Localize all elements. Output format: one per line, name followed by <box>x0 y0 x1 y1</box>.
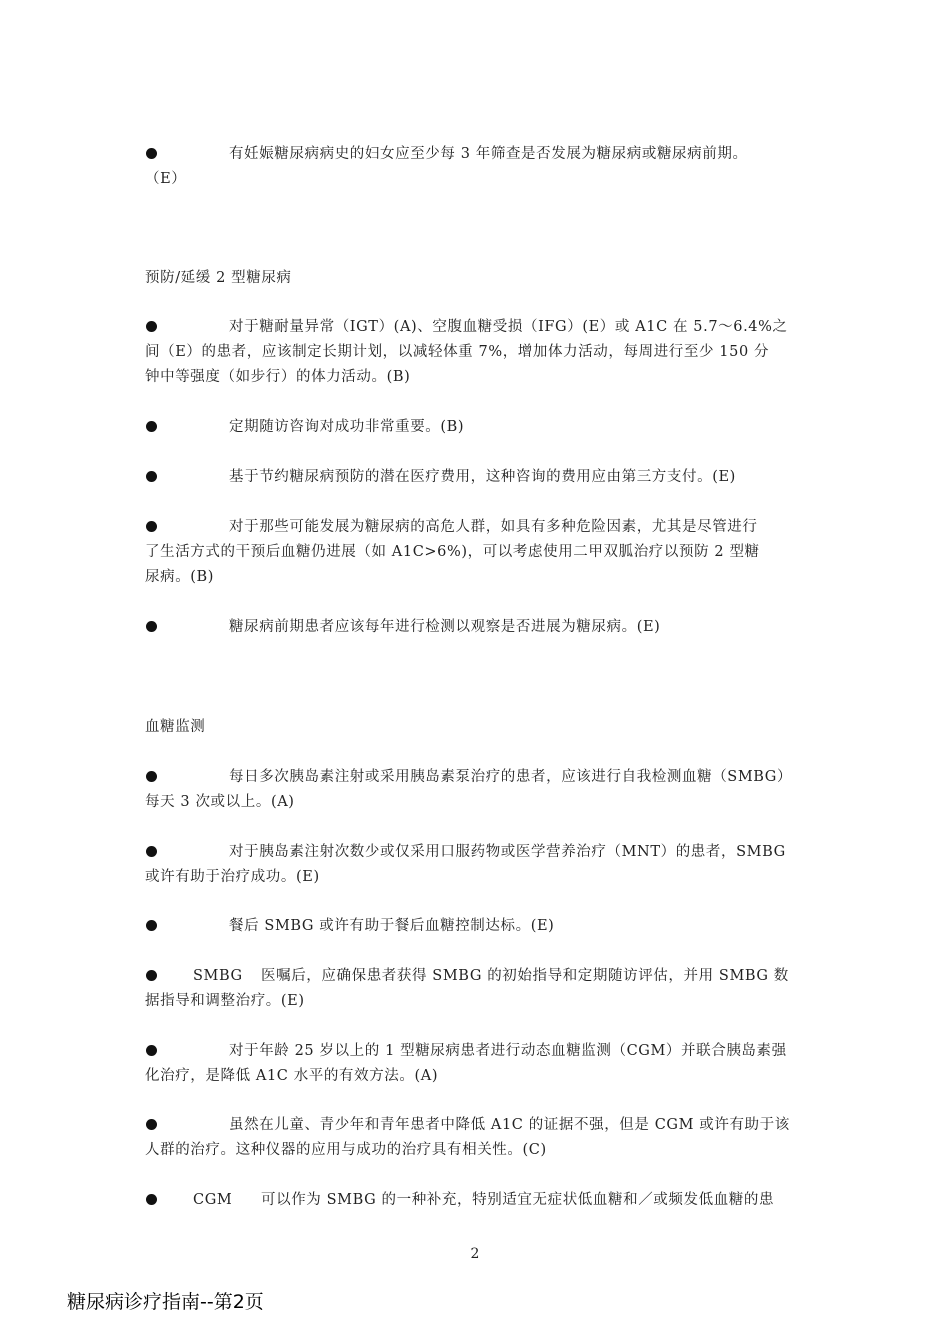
bullet-dot-icon <box>146 621 157 632</box>
bullet-dot-icon <box>146 521 157 532</box>
bullet-first-line <box>145 964 810 989</box>
bullet-paragraph <box>145 415 810 440</box>
bullet-continuation-line: 尿病。(B) <box>145 569 215 585</box>
page-number: 2 <box>470 1246 480 1262</box>
bullet-text: 可以作为 SMBG 的一种补充，特别适宜无症状低血糖和／或频发低血糖的患 <box>261 1192 775 1208</box>
bullet-lead-term: SMBG <box>193 968 243 984</box>
section-heading: 血糖监测 <box>145 719 206 735</box>
bullet-text: 对于年龄 25 岁以上的 1 型糖尿病患者进行动态血糖监测（CGM）并联合胰岛素强 <box>229 1043 787 1059</box>
bullet-continuation-line: 了生活方式的干预后血糖仍进展（如 A1C>6%)，可以考虑使用二甲双胍治疗以预防 2 型糖 <box>145 544 760 560</box>
bullet-paragraph <box>145 1039 810 1089</box>
bullet-dot-icon <box>146 471 157 482</box>
bullet-dot-icon <box>146 421 157 432</box>
bullet-dot-icon <box>146 1119 157 1130</box>
bullet-dot-icon <box>146 970 157 981</box>
bullet-dot-icon <box>146 148 157 159</box>
bullet-text: 餐后 SMBG 或许有助于餐后血糖控制达标。(E) <box>229 918 555 934</box>
bullet-text: 虽然在儿童、青少年和青年患者中降低 A1C 的证据不强，但是 CGM 或许有助于该 <box>229 1117 790 1133</box>
bullet-continuation-line: 或许有助于治疗成功。(E) <box>145 869 320 885</box>
bullet-dot-icon <box>146 920 157 931</box>
bullet-text: 医嘱后，应确保患者获得 SMBG 的初始指导和定期随访评估，并用 SMBG 数 <box>261 968 789 984</box>
bullet-text: 对于那些可能发展为糖尿病的高危人群，如具有多种危险因素，尤其是尽管进行 <box>229 519 758 535</box>
bullet-first-line <box>145 914 810 939</box>
bullet-first-line <box>145 465 810 490</box>
bullet-dot-icon <box>146 1194 157 1205</box>
bullet-text: 每日多次胰岛素注射或采用胰岛素泵治疗的患者，应该进行自我检测血糖（SMBG） <box>229 769 793 785</box>
bullet-dot-icon <box>146 771 157 782</box>
bullet-continuation-line: （E） <box>145 171 187 187</box>
bullet-first-line <box>145 515 810 540</box>
bullet-first-line <box>145 840 810 865</box>
bullet-paragraph <box>145 1113 810 1163</box>
bullet-dot-icon <box>146 846 157 857</box>
bullet-continuation-line: 人群的治疗。这种仪器的应用与成功的治疗具有相关性。(C) <box>145 1142 547 1158</box>
bullet-dot-icon <box>146 321 157 332</box>
bullet-text: 对于糖耐量异常（IGT）(A)、空腹血糖受损（IFG）(E）或 A1C 在 5.7～6.4%之 <box>229 319 788 335</box>
bullet-continuation-line: 据指导和调整治疗。(E) <box>145 993 305 1009</box>
bullet-text: 有妊娠糖尿病病史的妇女应至少每 3 年筛查是否发展为糖尿病或糖尿病前期。 <box>229 146 748 162</box>
bullet-text: 定期随访咨询对成功非常重要。(B) <box>229 419 465 435</box>
bullet-first-line <box>145 142 810 167</box>
section-heading: 预防/延缓 2 型糖尿病 <box>145 270 292 286</box>
bullet-first-line <box>145 415 810 440</box>
bullet-text: 基于节约糖尿病预防的潜在医疗费用，这种咨询的费用应由第三方支付。(E) <box>229 469 736 485</box>
bullet-continuation-line: 每天 3 次或以上。(A) <box>145 794 295 810</box>
bullet-paragraph <box>145 142 810 192</box>
bullet-paragraph <box>145 765 810 815</box>
bullet-paragraph <box>145 1188 810 1213</box>
bullet-first-line <box>145 765 810 790</box>
bullet-paragraph <box>145 515 810 590</box>
bullet-first-line <box>145 1188 810 1213</box>
bullet-text: 对于胰岛素注射次数少或仅采用口服药物或医学营养治疗（MNT）的患者，SMBG <box>229 844 786 860</box>
bullet-continuation-line: 间（E）的患者，应该制定长期计划，以减轻体重 7%，增加体力活动，每周进行至少 150 分 <box>145 344 770 360</box>
bullet-paragraph <box>145 914 810 939</box>
bullet-paragraph <box>145 615 810 640</box>
footer-title: 糖尿病诊疗指南--第2页 <box>67 1291 264 1313</box>
bullet-text: 糖尿病前期患者应该每年进行检测以观察是否进展为糖尿病。(E) <box>229 619 661 635</box>
bullet-first-line <box>145 1113 810 1138</box>
bullet-continuation-line: 化治疗，是降低 A1C 水平的有效方法。(A) <box>145 1068 439 1084</box>
bullet-first-line <box>145 315 810 340</box>
bullet-paragraph <box>145 840 810 890</box>
bullet-first-line <box>145 615 810 640</box>
bullet-first-line <box>145 1039 810 1064</box>
bullet-continuation-line: 钟中等强度（如步行）的体力活动。(B) <box>145 369 411 385</box>
bullet-paragraph <box>145 315 810 390</box>
bullet-paragraph <box>145 964 810 1014</box>
bullet-paragraph <box>145 465 810 490</box>
bullet-lead-term: CGM <box>193 1192 233 1208</box>
bullet-dot-icon <box>146 1045 157 1056</box>
